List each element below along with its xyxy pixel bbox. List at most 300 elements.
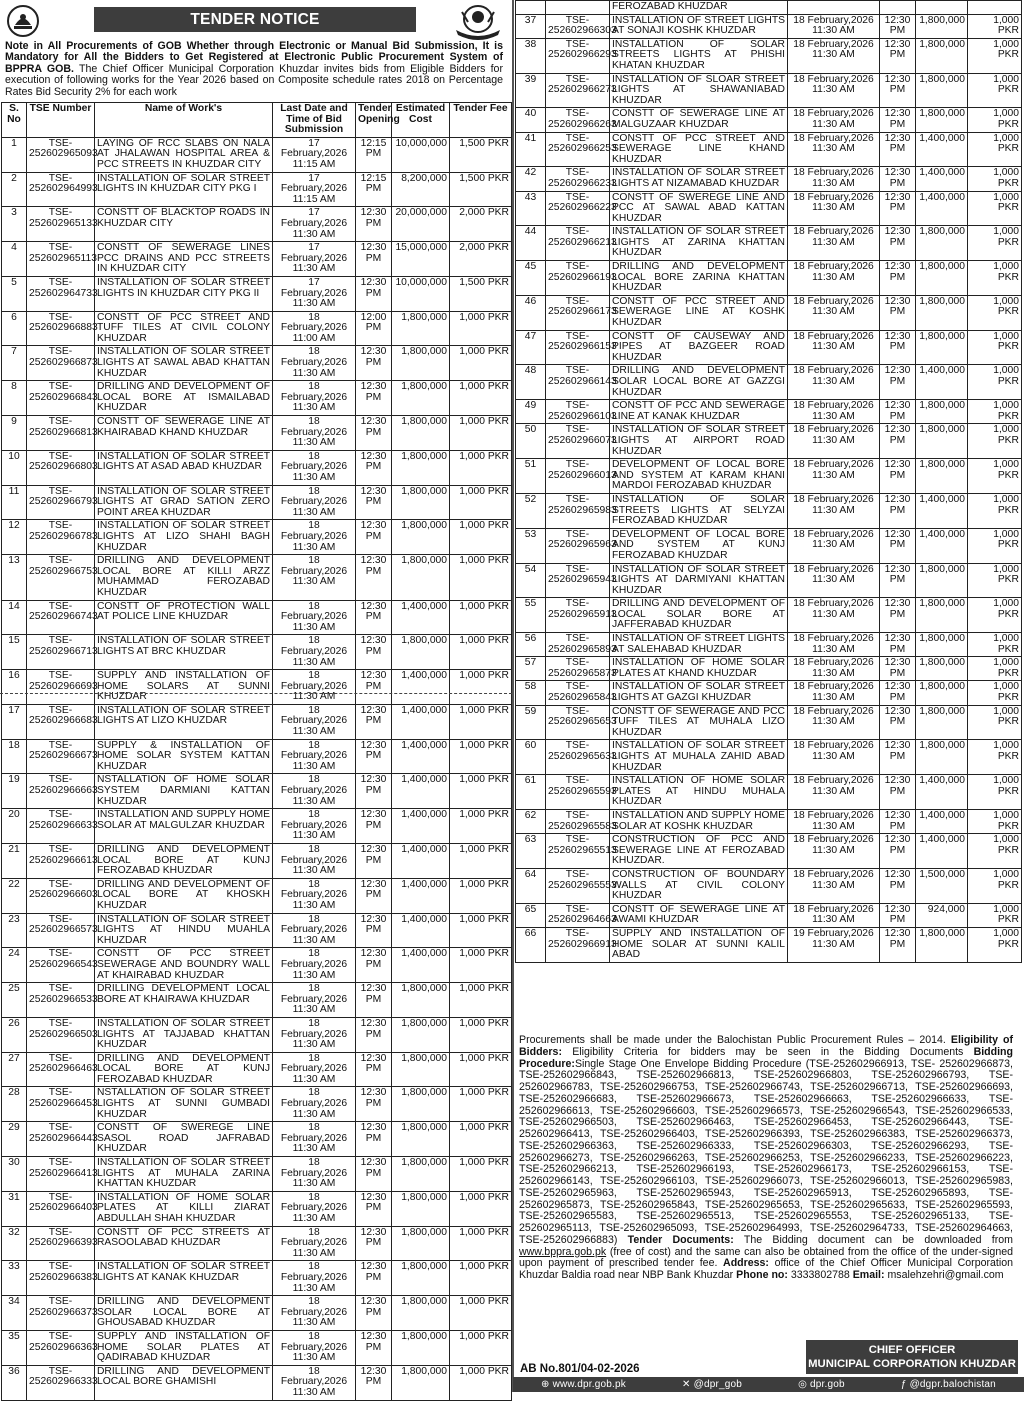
row-estimated-cost: 1,800,000 <box>392 1087 450 1122</box>
table-row <box>516 73 1022 108</box>
row-time: 11:30 AM <box>812 608 855 620</box>
row-time: 11:30 AM <box>292 541 336 553</box>
row-work-name: DRILLING AND DEVELOPMENT LOCAL BORE GHAMISHI <box>95 1365 273 1400</box>
row-date: 17 February,2026 <box>280 276 348 299</box>
row-time: 11:30 AM <box>292 1317 336 1329</box>
row-sno: 48 <box>516 365 546 400</box>
row-date-time <box>273 1157 356 1192</box>
row-estimated-cost: 1,400,000 <box>916 132 968 167</box>
row-opening: 12:30 PM <box>880 927 916 962</box>
row-sno: 34 <box>2 1296 27 1331</box>
row-time: 11:30 AM <box>812 376 855 387</box>
row-work-name: INSTALLATION OF SOLAR STREET LIGHTS AT MUHALA ZARINA KHATTAN KHUZDAR <box>95 1157 273 1192</box>
row-sno: 56 <box>516 633 546 657</box>
row-tender-fee: 1,000 PKR <box>968 226 1022 261</box>
row-date-time <box>788 681 880 705</box>
row-tender-fee: 1,000 PKR <box>968 809 1022 833</box>
row-date: 18 February,2026 <box>793 775 874 787</box>
row-estimated-cost: 1,800,000 <box>916 330 968 365</box>
row-tender-fee: 1,000 PKR <box>450 1017 512 1052</box>
footer-instagram[interactable] <box>798 1379 845 1390</box>
row-tse-number: TSE-252602966233 <box>546 167 610 191</box>
row-date-time <box>273 1087 356 1122</box>
row-work-name: DRILLING AND DEVELOPMENT LOCAL BORE AT KUNJ FEROZABAD KHUZDAR <box>95 844 273 879</box>
row-work-name: DRILLING AND DEVELOPMENT OF LOCAL BORE AT ISMAILABAD KHUZDAR <box>95 381 273 416</box>
row-estimated-cost: 1,800,000 <box>392 346 450 381</box>
row-date-time <box>788 73 880 108</box>
row-date-time <box>273 1296 356 1331</box>
row-time: 11:30 AM <box>812 202 855 214</box>
row-date: 18 February,2026 <box>793 330 874 342</box>
row-date: 18 February,2026 <box>793 14 874 26</box>
row-tse-number: TSE-252602966793 <box>27 485 95 520</box>
tender-table-left <box>1 102 512 1401</box>
row-time: 11:30 AM <box>292 1282 336 1294</box>
row-estimated-cost: 1,400,000 <box>392 670 450 705</box>
row-estimated-cost: 1,800,000 <box>392 485 450 520</box>
row-estimated-cost: 1,800,000 <box>392 520 450 555</box>
row-work-name: DRILLING AND DEVELOPMENT SOLAR LOCAL BORE AT GAZZGI KHUZDAR <box>610 365 788 400</box>
row-sno: 45 <box>516 261 546 296</box>
row-tender-fee: 1,000 PKR <box>968 365 1022 400</box>
row-tse-number: TSE-252602966533 <box>27 983 95 1018</box>
row-tender-fee: 1,000 PKR <box>968 633 1022 657</box>
row-tse-number: TSE-252602966073 <box>546 424 610 459</box>
row-sno: 55 <box>516 598 546 633</box>
table-row <box>2 844 512 879</box>
row-tender-fee: 1,000 PKR <box>450 1261 512 1296</box>
row-sno: 5 <box>2 276 27 311</box>
row-tse-number: TSE-252602966403 <box>27 1191 95 1226</box>
row-opening: 12:30 PM <box>356 635 392 670</box>
row-estimated-cost: 1,800,000 <box>392 1330 450 1365</box>
row-estimated-cost: 1,800,000 <box>916 38 968 73</box>
row-tse-number: TSE-252602965893 <box>546 633 610 657</box>
row-time: 11:30 AM <box>812 341 855 353</box>
row-sno: 27 <box>2 1052 27 1087</box>
row-date: 18 February,2026 <box>793 400 874 412</box>
row-time: 11:30 AM <box>292 1004 336 1016</box>
row-date: 18 February,2026 <box>793 563 874 575</box>
row-time: 11:30 AM <box>292 298 336 310</box>
row-estimated-cost: 8,200,000 <box>392 172 450 207</box>
row-opening: 12:30 PM <box>880 493 916 528</box>
table-row <box>516 868 1022 903</box>
row-sno: 53 <box>516 528 546 563</box>
row-tender-fee: 1,000 PKR <box>450 983 512 1018</box>
facebook-icon: ƒ <box>900 1379 910 1390</box>
row-date: 18 February,2026 <box>793 598 874 610</box>
row-sno: 3 <box>2 207 27 242</box>
row-time: 11:30 AM <box>292 1108 336 1120</box>
row-date-time <box>788 459 880 494</box>
row-time: 11:15 AM <box>292 193 336 205</box>
row-estimated-cost: 1,800,000 <box>916 400 968 424</box>
footer-facebook-text: @dgpr.balochistan <box>909 1379 996 1390</box>
row-opening: 12:30 PM <box>880 108 916 132</box>
row-estimated-cost: 1,400,000 <box>916 809 968 833</box>
row-work-name: SUPPLY AND INSTALLATION OF HOME SOLAR AT SUNNI KALIL ABAD <box>610 927 788 962</box>
row-date: 18 February,2026 <box>280 1261 348 1283</box>
row-date-time <box>273 485 356 520</box>
row-tender-fee: 1,000 PKR <box>450 1296 512 1331</box>
row-date-time <box>273 878 356 913</box>
row-opening: 12:30 PM <box>356 1261 392 1296</box>
table-row <box>2 555 512 600</box>
row-date: 18 February,2026 <box>280 1191 348 1214</box>
row-opening: 12:30 PM <box>880 705 916 740</box>
footer-web-text: www.dpr.gob.pk <box>552 1379 626 1390</box>
table-row <box>2 1017 512 1052</box>
row-tse-number: TSE-252602966603 <box>27 878 95 913</box>
table-row <box>516 681 1022 705</box>
row-tse-number: TSE-252602966633 <box>27 809 95 844</box>
row-date-time <box>273 1191 356 1226</box>
row-tse-number: TSE-252602966103 <box>546 400 610 424</box>
row-time: 11:30 AM <box>812 236 855 248</box>
row-opening: 12:30 PM <box>880 528 916 563</box>
row-estimated-cost: 10,000,000 <box>392 137 450 172</box>
row-tse-number: TSE-252602966173 <box>546 295 610 330</box>
row-estimated-cost: 10,000,000 <box>392 276 450 311</box>
row-estimated-cost: 1,400,000 <box>392 913 450 948</box>
row-work-name: DEVELOPMENT OF LOCAL BORE AND SYSTEM AT KUNJ FEROZABAD KHUZDAR <box>610 528 788 563</box>
row-tse-number: TSE-252602966443 <box>27 1122 95 1157</box>
row-date-time <box>273 207 356 242</box>
row-estimated-cost: 1,800,000 <box>916 261 968 296</box>
row-tse-number: TSE-252602965553 <box>546 868 610 903</box>
row-estimated-cost: 1,400,000 <box>392 600 450 635</box>
row-time: 11:30 AM <box>812 469 855 481</box>
row-opening: 12:30 PM <box>880 261 916 296</box>
row-estimated-cost: 1,800,000 <box>916 14 968 38</box>
row-sno: 39 <box>516 73 546 108</box>
row-time: 11:30 AM <box>292 576 336 588</box>
footer-facebook[interactable] <box>901 1379 996 1390</box>
row-date: 18 February,2026 <box>793 261 874 273</box>
notice-invitation-text: The Chief Officer Municipal Corporation Khuzdar invites bids from Eligible Bidders for execution of following works for the Year 2026 based on Composite schedule rates 2018 on Percentage Rates Bid Security 2% for each work <box>5 62 503 98</box>
row-date: 18 February,2026 <box>793 365 874 377</box>
row-date: 18 February,2026 <box>280 485 348 508</box>
row-estimated-cost: 1,800,000 <box>392 450 450 485</box>
row-estimated-cost: 1,800,000 <box>392 1191 450 1226</box>
row-opening: 12:30 PM <box>880 400 916 424</box>
row-opening: 12:30 PM <box>356 207 392 242</box>
row-sno: 26 <box>2 1017 27 1052</box>
row-work-name: DRILLING AND DEVELOPMENT OF LOCAL BORE AT KHOSKH KHUZDAR <box>95 878 273 913</box>
row-estimated-cost: 1,800,000 <box>916 295 968 330</box>
row-time: 11:30 AM <box>812 143 855 155</box>
row-estimated-cost: 1,800,000 <box>916 681 968 705</box>
row-time: 11:30 AM <box>812 306 855 318</box>
row-tender-fee: 1,000 PKR <box>450 1052 512 1087</box>
row-work-name: CONSTT OF SEWERAGE LINE AT MALGUZAAR KHUZDAR <box>610 108 788 132</box>
row-sno: 64 <box>516 868 546 903</box>
address-text: office of the Chief Officer Municipal Corporation Khuzdar Baldia road near NBP Bank Khuzdar <box>519 1257 1013 1281</box>
row-date-time <box>273 1017 356 1052</box>
row-date: 18 February,2026 <box>280 555 348 577</box>
row-time: 11:30 AM <box>292 1143 336 1155</box>
row-work-name: INSTALLATION AND SUPPLY HOME SOLAR AT KOSHK KHUZDAR <box>610 809 788 833</box>
row-tender-fee: 1,000 PKR <box>450 809 512 844</box>
col-sno: S. No <box>2 103 27 138</box>
row-opening: 12:30 PM <box>880 598 916 633</box>
row-date: 18 February,2026 <box>793 705 874 717</box>
row-sno: 59 <box>516 705 546 740</box>
row-opening: 12:30 PM <box>880 903 916 927</box>
row-work-name: CONSTT OF SEWERAGE LINE AT AWAMI KHUZDAR <box>610 903 788 927</box>
row-sno: 37 <box>516 14 546 38</box>
row-date: 18 February,2026 <box>280 739 348 762</box>
row-date-time <box>788 493 880 528</box>
row-tender-fee: 1,000 PKR <box>968 927 1022 962</box>
tender-documents-label: Tender Documents: <box>627 1233 734 1246</box>
row-tse-number: TSE-252602965593 <box>546 775 610 810</box>
row-tse-number: TSE-252602966783 <box>27 520 95 555</box>
row-tender-fee: 1,000 PKR <box>450 600 512 635</box>
row-estimated-cost: 1,800,000 <box>916 563 968 598</box>
row-tender-fee: 1,000 PKR <box>968 834 1022 869</box>
row-date: 18 February,2026 <box>280 878 348 901</box>
table-row <box>2 1296 512 1331</box>
row-tender-fee: 1,000 PKR <box>450 1226 512 1261</box>
row-sno: 38 <box>516 38 546 73</box>
row-opening: 12:30 PM <box>356 983 392 1018</box>
row-tse-number: TSE-252602966223 <box>546 191 610 226</box>
row-time: 11:30 AM <box>812 785 855 797</box>
row-time: 11:30 AM <box>812 271 855 283</box>
row-sno: 23 <box>2 913 27 948</box>
table-row <box>516 633 1022 657</box>
row-estimated-cost: 1,800,000 <box>916 73 968 108</box>
row-tender-fee: 1,500 PKR <box>450 137 512 172</box>
row-tender-fee: 1,000 PKR <box>450 555 512 600</box>
row-work-name: CONSTT OF PCC STREETS AT RASOOLABAD KHUZDAR <box>95 1226 273 1261</box>
row-work-name: INSTALLATION OF STREET LIGHTS AT SONAJI KOSHK KHUZDAR <box>610 14 788 38</box>
row-tender-fee: 1,000 PKR <box>968 191 1022 226</box>
row-tender-fee: 1,000 PKR <box>968 563 1022 598</box>
row-tender-fee: 1,000 PKR <box>450 844 512 879</box>
table-row <box>516 365 1022 400</box>
row-opening: 12:30 PM <box>356 1330 392 1365</box>
row-time: 11:30 AM <box>812 820 855 832</box>
row-work-name: DRILLING DEVELOPMENT LOCAL BORE AT KHAIRAWA KHUZDAR <box>95 983 273 1018</box>
row-work-name: CONSTT OF PCC STREET SEWERAGE AND BOUNDRY WALL AT KHAIRABAD KHUZDAR <box>95 948 273 983</box>
row-estimated-cost: 1,800,000 <box>916 633 968 657</box>
row-tender-fee: 1,000 PKR <box>968 493 1022 528</box>
row-sno: 1 <box>2 137 27 172</box>
row-sno: 15 <box>2 635 27 670</box>
table-row <box>2 311 512 346</box>
row-time: 11:30 AM <box>292 865 336 877</box>
table-row <box>516 191 1022 226</box>
row-date-time <box>273 1226 356 1261</box>
row-work-name: INSTALLATION OF SOLAR STREET LIGHTS AT MUHALA ZAHID ABAD KHUZDAR <box>610 740 788 775</box>
row-date: 18 February,2026 <box>793 493 874 505</box>
row-tse-number: TSE-252602966673 <box>27 739 95 774</box>
row-estimated-cost: 1,800,000 <box>916 598 968 633</box>
table-row <box>2 1365 512 1400</box>
eligibility-label: Eligibility of Bidders: <box>519 1034 1013 1058</box>
row-date: 18 February,2026 <box>280 774 348 797</box>
row-tender-fee: 1,000 PKR <box>968 681 1022 705</box>
row-opening: 12:30 PM <box>880 330 916 365</box>
row-work-name: CONSTT OF PCC STREET AND SEWERAGE LINE AT KOSHK KHUZDAR <box>610 295 788 330</box>
row-tender-fee: 1,000 PKR <box>968 528 1022 563</box>
table-row <box>2 172 512 207</box>
row-opening: 12:30 PM <box>356 704 392 739</box>
row-tse-number: TSE-252602966273 <box>546 73 610 108</box>
row-date-time <box>788 1 880 15</box>
table-row <box>2 1157 512 1192</box>
row-tse-number: TSE-252602966383 <box>27 1261 95 1296</box>
row-opening: 12:30 PM <box>880 775 916 810</box>
row-work-name: DRILLING AND DEVELOPMENT LOCAL BORE ZARINA KHATTAN KHUZDAR <box>610 261 788 296</box>
row-date-time <box>788 528 880 563</box>
row-tse-number: TSE-252602966213 <box>546 226 610 261</box>
row-work-name: INSTALLATION OF SOLAR STREET LIGHTS AT BRC KHUZDAR <box>95 635 273 670</box>
row-date-time <box>273 809 356 844</box>
row-sno: 54 <box>516 563 546 598</box>
row-date-time <box>273 520 356 555</box>
row-work-name: INSTALLATION OF SOLAR STREET LIGHTS AT ASAD ABAD KHUZDAR <box>95 450 273 485</box>
table-row <box>2 1191 512 1226</box>
row-time: 11:30 AM <box>292 621 336 633</box>
table-row <box>516 167 1022 191</box>
row-date: 18 February,2026 <box>280 809 348 831</box>
row-opening: 12:30 PM <box>356 948 392 983</box>
row-work-name: INSTALLATION OF SOLAR STREET LIGHTS AT GRAD SATION ZERO POINT AREA KHUZDAR <box>95 485 273 520</box>
row-opening: 12:30 PM <box>356 1296 392 1331</box>
row-estimated-cost: 1,800,000 <box>392 1017 450 1052</box>
email-label: Email: <box>852 1269 885 1281</box>
row-work-name: INSTALLATION AND SUPPLY HOME SOLAR AT MALGULZAR KHUZDAR <box>95 809 273 844</box>
footer-web[interactable] <box>541 1379 626 1390</box>
row-estimated-cost: 1,800,000 <box>392 311 450 346</box>
email-address[interactable]: msalehzehri@gmail.com <box>884 1269 1004 1281</box>
row-sno: 47 <box>516 330 546 365</box>
row-estimated-cost: 1,800,000 <box>916 459 968 494</box>
row-tender-fee: 1,000 PKR <box>450 635 512 670</box>
row-date-time <box>273 739 356 774</box>
row-tse-number: TSE-252602966153 <box>546 330 610 365</box>
row-tse-number: TSE-252602965913 <box>546 598 610 633</box>
row-work-name: INSTALLATION OF HOME SOLAR PLATES AT HINDU MUHALA KHUZDAR <box>610 775 788 810</box>
row-opening: 12:30 PM <box>356 1191 392 1226</box>
table-header-row <box>2 103 512 138</box>
address-label: Address: <box>723 1257 769 1270</box>
row-date-time <box>273 774 356 809</box>
row-date: 18 February,2026 <box>280 1226 348 1249</box>
ad-number: AB No.801/04-02-2026 <box>520 1363 640 1375</box>
row-time: 11:30 AM <box>292 830 336 842</box>
row-opening: 12:30 PM <box>356 520 392 555</box>
row-estimated-cost <box>916 1 968 15</box>
row-sno: 8 <box>2 381 27 416</box>
table-row <box>2 983 512 1018</box>
col-opening: Tender Opening <box>356 103 392 138</box>
row-tender-fee: 1,000 PKR <box>968 108 1022 132</box>
row-tse-number: TSE-252602966693 <box>27 670 95 705</box>
table-row <box>2 485 512 520</box>
row-date-time <box>788 927 880 962</box>
row-date: 18 February,2026 <box>280 844 348 866</box>
row-date: 18 February,2026 <box>280 983 348 1005</box>
row-time: 11:30 AM <box>292 1352 336 1364</box>
row-estimated-cost: 1,800,000 <box>392 1365 450 1400</box>
row-opening <box>880 1 916 15</box>
row-tender-fee: 1,000 PKR <box>450 774 512 809</box>
table-row <box>2 1052 512 1087</box>
row-sno: 7 <box>2 346 27 381</box>
row-date-time <box>788 868 880 903</box>
row-sno: 14 <box>2 600 27 635</box>
row-date-time <box>788 330 880 365</box>
row-tse-number: TSE-252602964663 <box>546 903 610 927</box>
row-opening: 12:30 PM <box>356 1365 392 1400</box>
row-work-name: LAYING OF RCC SLABS ON NALA AT JHALAWAN HOSPITAL AREA & PCC STREETS IN KHUZDAR CITY <box>95 137 273 172</box>
row-opening: 12:30 PM <box>356 1017 392 1052</box>
row-date-time <box>273 1122 356 1157</box>
row-tender-fee: 1,000 PKR <box>968 132 1022 167</box>
row-opening: 12:30 PM <box>356 1052 392 1087</box>
row-tender-fee: 1,000 PKR <box>450 1191 512 1226</box>
row-estimated-cost: 1,800,000 <box>916 424 968 459</box>
row-opening: 12:30 PM <box>356 913 392 948</box>
row-date-time <box>788 903 880 927</box>
row-work-name: DRILLING AND DEVELOPMENT OF LOCAL SOLAR BORE AT JAFFERABAD KHUZDAR <box>610 598 788 633</box>
row-tse-number: TSE-252602966573 <box>27 913 95 948</box>
table-row <box>2 948 512 983</box>
row-opening: 12:30 PM <box>880 563 916 598</box>
row-tender-fee: 1,000 PKR <box>450 1157 512 1192</box>
row-time: 11:30 AM <box>812 410 855 422</box>
bppra-link[interactable]: www.bppra.gob.pk <box>519 1245 607 1258</box>
row-date: 17 February,2026 <box>280 137 348 160</box>
table-row <box>516 400 1022 424</box>
row-sno: 50 <box>516 424 546 459</box>
row-date: 18 February,2026 <box>793 191 874 203</box>
x-icon: ✕ <box>682 1379 694 1390</box>
row-tse-number: TSE-252602966713 <box>27 635 95 670</box>
table-row <box>516 563 1022 598</box>
row-date-time <box>273 844 356 879</box>
row-tse-number: TSE-252602966803 <box>27 450 95 485</box>
row-time: 11:30 AM <box>812 716 855 728</box>
row-time: 11:30 AM <box>292 402 336 414</box>
row-opening: 12:30 PM <box>880 740 916 775</box>
row-estimated-cost: 1,800,000 <box>392 1261 450 1296</box>
row-tse-number: TSE-252602966303 <box>546 14 610 38</box>
row-work-name: INSTALLATION OF HOME SOLAR PLATES AT KILLI ZIARAT ABDULLAH SHAH KHUZDAR <box>95 1191 273 1226</box>
row-tse-number: TSE-252602966463 <box>27 1052 95 1087</box>
row-date-time <box>788 261 880 296</box>
row-tender-fee: 1,000 PKR <box>450 346 512 381</box>
row-time: 11:30 AM <box>812 667 855 679</box>
row-date: 18 February,2026 <box>793 633 874 645</box>
table-row <box>2 704 512 739</box>
table-row <box>2 635 512 670</box>
row-date: 18 February,2026 <box>280 704 348 727</box>
row-time: 11:30 AM <box>812 844 855 856</box>
row-time: 11:30 AM <box>812 879 855 891</box>
footer-x[interactable] <box>682 1379 742 1390</box>
row-estimated-cost: 20,000,000 <box>392 207 450 242</box>
row-work-name: CONSTT OF PROTECTION WALL AT POLICE LINE KHUZDAR <box>95 600 273 635</box>
row-opening: 12:30 PM <box>356 276 392 311</box>
row-sno: 10 <box>2 450 27 485</box>
notice-mandatory-text: Note in All Procurements of GOB Whether through Electronic or Manual Bid Submission, It is Mandatory for All the Bidders to Get Registered at Electronic Public Procurement System of BPPRA GOB. <box>5 40 503 75</box>
